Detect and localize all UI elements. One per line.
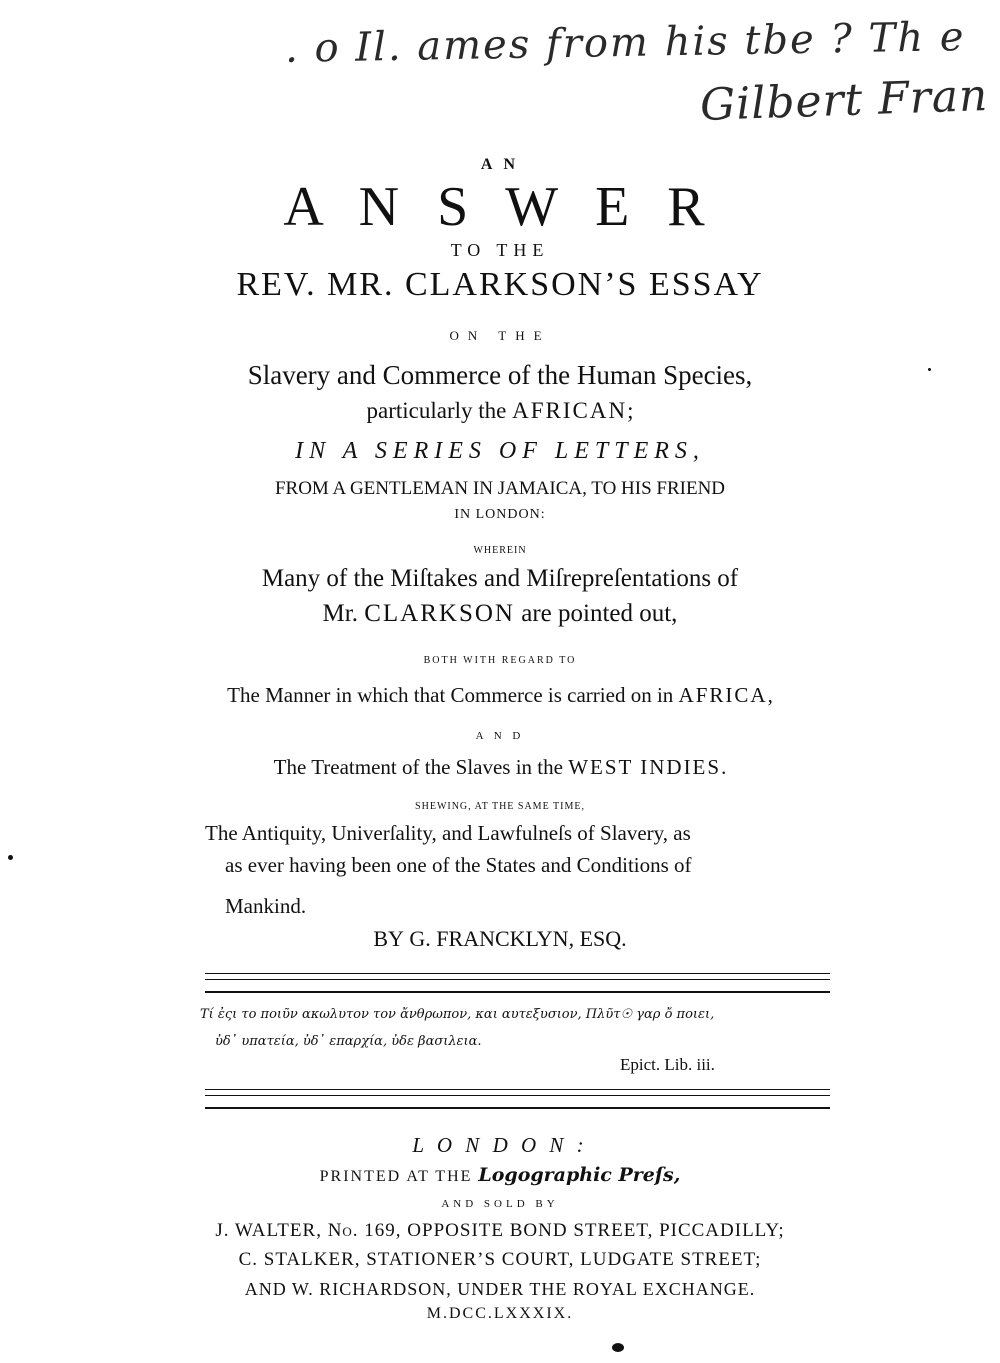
wherein-label: WHEREIN <box>473 545 527 556</box>
epigraph-rule-top-3 <box>205 991 830 993</box>
epigraph-citation: Epict. Lib. iii. <box>620 1055 715 1074</box>
and-label: A N D <box>475 730 525 742</box>
imprint-seller-1: J. WALTER, No. 169, OPPOSITE BOND STREET, PICCADILLY; <box>215 1220 785 1241</box>
title-essay: REV. MR. CLARKSON’S ESSAY <box>236 266 764 303</box>
author-esq: ESQ. <box>579 926 627 951</box>
subject-line-2-post: ; <box>627 398 634 423</box>
epigraph-rule-bottom-3 <box>205 1107 830 1109</box>
treatment-line-west-indies: WEST INDIES <box>568 755 722 779</box>
mistakes-line-2-pre: Mr. <box>322 600 358 627</box>
antiquity-line-3: Mankind. <box>225 894 307 918</box>
imprint-press-name: Logographic Preſs, <box>478 1164 681 1186</box>
antiquity-line-2: as ever having been one of the States and Conditions of <box>225 853 692 877</box>
epigraph-greek-line-1: Τί ἐςι το ποιῦν ακωλυτον τον ἄνθρωπον, και αυτεξυσιον, Πλῦτ☉ γαρ ὄ ποιει, <box>200 1007 715 1022</box>
manner-line-pre: The Manner in which that Commerce is carried on in <box>227 683 674 707</box>
subject-line-2-african: AFRICAN <box>512 398 628 423</box>
title-on-the: ON THE <box>449 328 551 343</box>
scan-speck <box>612 1343 624 1352</box>
mistakes-line-1: Many of the Miſtakes and Miſrepreſentations of <box>261 565 739 592</box>
manner-line <box>0 683 1000 708</box>
scan-speck <box>8 855 13 860</box>
epigraph-rule-bottom-1 <box>205 1089 830 1090</box>
inscription-line-1: . o Il. ames from his tbe ? Th e <box>284 14 966 72</box>
scan-speck <box>928 368 931 371</box>
both-label: BOTH WITH REGARD TO <box>423 655 577 666</box>
from-line-1: FROM A GENTLEMAN IN JAMAICA, TO HIS FRIEND <box>274 478 726 499</box>
author-line <box>0 926 1000 952</box>
manner-line-africa: AFRICA <box>678 683 768 707</box>
series-line: IN A SERIES OF LETTERS, <box>295 438 705 464</box>
imprint-sold-by: AND SOLD BY <box>441 1198 559 1210</box>
title-an: A N <box>480 156 520 173</box>
shewing-label: SHEWING, AT THE SAME TIME, <box>415 801 585 812</box>
treatment-line <box>0 755 1000 780</box>
imprint-seller-2: C. STALKER, STATIONER’S COURT, LUDGATE STREET; <box>238 1249 762 1270</box>
epigraph-rule-top-1 <box>205 973 830 974</box>
title-to-the: TO THE <box>450 240 550 260</box>
inscription-line-2: Gilbert Fran <box>699 69 990 132</box>
mistakes-line-2-name: CLARKSON <box>364 600 515 627</box>
imprint-london: L O N D O N : <box>412 1133 588 1157</box>
subject-line-2 <box>0 398 1000 424</box>
subject-line-2-pre: particularly the <box>366 398 507 423</box>
treatment-line-pre: The Treatment of the Slaves in the <box>273 755 563 779</box>
epigraph-rule-top-2 <box>205 979 830 980</box>
mistakes-line-2-post: are pointed out, <box>521 600 678 627</box>
imprint-printed-pre: PRINTED AT THE <box>319 1168 473 1185</box>
treatment-line-post: . <box>721 755 727 779</box>
author-by: BY <box>373 926 404 951</box>
imprint-date: M.DCC.LXXXIX. <box>426 1305 574 1322</box>
epigraph-greek-line-2: ὐδ᾽ υπατεία, ὐδ᾽ επαρχία, ὐδε βασιλεια. <box>215 1034 482 1049</box>
from-line-2: IN LONDON: <box>454 507 546 522</box>
manner-line-post: , <box>767 683 773 707</box>
imprint-printed-line <box>0 1164 1000 1186</box>
mistakes-line-2 <box>0 600 1000 628</box>
title-answer: A N S W E R <box>283 176 717 238</box>
antiquity-line-1: The Antiquity, Univerſality, and Lawfulneſs of Slavery, as <box>205 821 691 845</box>
imprint-seller-3: AND W. RICHARDSON, UNDER THE ROYAL EXCHANGE. <box>244 1279 756 1299</box>
epigraph-rule-bottom-2 <box>205 1095 830 1096</box>
subject-line-1: Slavery and Commerce of the Human Species, <box>247 360 753 390</box>
author-name: G. FRANCKLYN, <box>409 926 575 951</box>
